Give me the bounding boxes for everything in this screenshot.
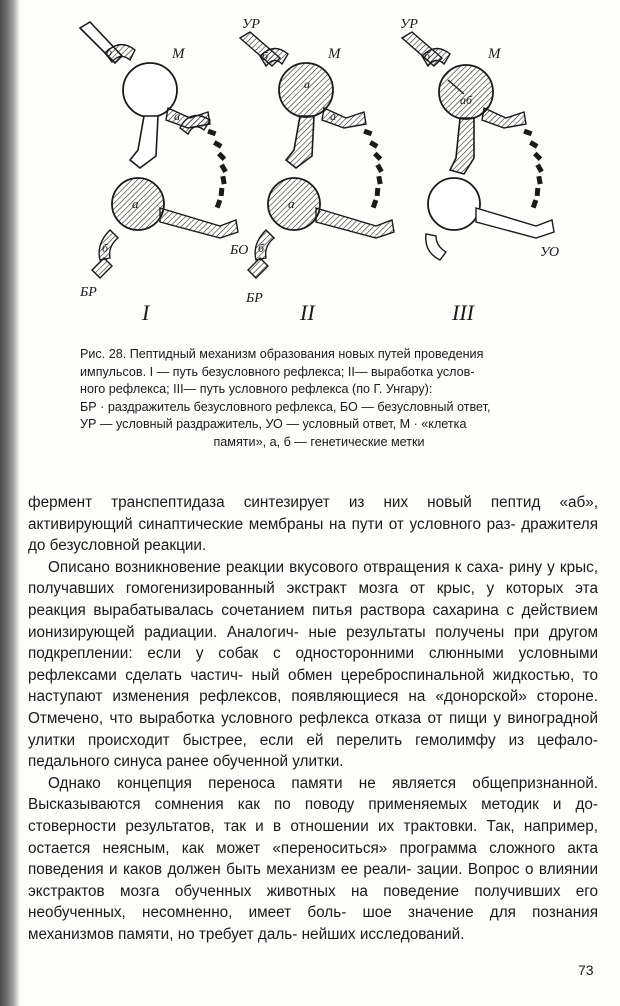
text-line: Однако концепция переноса памяти не является общепризнанной.	[48, 774, 598, 792]
panel-1-br-fiber	[92, 258, 112, 278]
panel-3-cell-stalk	[450, 118, 474, 174]
text-line: сложного акта поведения и каков должен быть механизм ее реали-	[28, 839, 598, 879]
text-line: ный обмен цереброспинальной жидкостью, то наступают изменения	[28, 666, 598, 706]
panel-1-numeral: I	[142, 300, 150, 325]
panel-3-lower-cell	[428, 178, 480, 230]
text-line: Высказываются сомнения как по поводу применяемых методик и до-	[28, 796, 598, 814]
text-line: односторонними слюнными условными рефлексами сделать частич-	[28, 645, 599, 684]
body-text	[28, 492, 598, 945]
paragraph-2	[28, 557, 598, 773]
panel-1-label-a-top: а	[174, 109, 180, 123]
panel-3-lower-synapse	[426, 234, 446, 260]
caption-line: УР — условный раздражитель, УО — условный ответ, М · «клетка	[80, 417, 467, 431]
text-line: педального синуса ранее обученной улитки.	[28, 753, 344, 771]
text-line: рину у крыс, получавших гомогенизированный экстракт мозга от	[28, 558, 598, 598]
panel-1-label-a-cell: а	[132, 196, 139, 211]
text-line: на поведение получивших его необученных, несомненно, имеет боль-	[28, 882, 598, 922]
panel-3-label-m: М	[488, 46, 501, 62]
panel-2-br-fiber	[248, 258, 268, 278]
panel-1-label-b-top: б	[106, 45, 113, 59]
caption-line: памяти», а, б — генетические метки	[213, 434, 425, 449]
panel-2-synapse-a-top	[322, 108, 366, 128]
caption-line: ного рефлекса; III— путь условного рефлекса (по Г. Унгару):	[80, 382, 433, 396]
text-line: нейших исследований.	[301, 925, 465, 943]
panel-1-label-br: БР	[80, 285, 97, 300]
panel-2-lower-axon	[316, 208, 394, 238]
text-line: дражителя до безусловной реакции.	[28, 515, 598, 555]
panel-2-label-b-bottom: б	[258, 241, 265, 255]
paragraph-3	[28, 773, 598, 946]
panel-3-dashed-arc	[523, 129, 544, 209]
caption-line: Рис. 28. Пептидный механизм образования новых путей проведения	[80, 347, 484, 361]
text-line: стоверности результатов, так и в отношении их трактовки. Так,	[28, 817, 524, 835]
panel-2-dashed-arc	[363, 129, 384, 209]
text-line: рефлексов, появляющиеся на «донорской» стороне. Отмечено, что	[28, 688, 598, 727]
panel-2-label-b-top: б	[262, 49, 269, 63]
panel-3-label-ab: аб	[460, 93, 473, 107]
panel-3-lower-axon	[476, 208, 554, 238]
text-line: фермент транспептидаза синтезирует из них новый пептид «аб»,	[28, 494, 598, 511]
panel-2-cell-stalk	[286, 116, 314, 168]
text-line: крыс, у которых эта реакция вырабатывалась сочетанием питья	[28, 580, 598, 619]
text-line: Описано возникновение реакции вкусового отвращения к саха-	[48, 558, 509, 576]
text-line: активирующий синаптические мембраны на пути от условного раз-	[28, 515, 522, 533]
caption-line: импульсов. I — путь безусловного рефлекса; II— выработка услов-	[80, 364, 475, 379]
panel-2-label-ur: УР	[242, 17, 260, 32]
panel-3-synapse-a-top	[482, 108, 526, 128]
panel-3-label-b-top: б	[424, 49, 431, 63]
panel-1-cell-stalk	[130, 116, 158, 168]
text-line: зации. Вопрос о влиянии экстрактов мозга обученных животных	[28, 861, 598, 900]
panel-1-label-m: М	[172, 46, 185, 62]
text-line: раствора сахарина с действием ионизирующей радиации. Аналогич-	[28, 601, 598, 641]
panel-1-lower-axon	[160, 208, 238, 238]
text-line: улитки происходит быстрее, если ей перелить гемолимфу из цефало-	[28, 731, 598, 749]
panel-2-numeral: II	[300, 300, 315, 325]
figure-28-diagram	[60, 8, 580, 338]
panel-1	[79, 22, 248, 325]
panel-3-numeral: III	[452, 300, 474, 325]
text-line: например, остается неясным, как может «переноситься» программа	[28, 817, 598, 857]
page-number: 73	[578, 962, 594, 978]
panel-2-label-a-top: а	[330, 109, 336, 123]
paragraph-1	[28, 492, 598, 557]
panel-2-label-m: М	[328, 46, 341, 62]
panel-2-label-a-cell-top: а	[304, 77, 310, 91]
panel-1-dashed-arc	[207, 129, 228, 209]
panel-2	[240, 17, 394, 325]
panel-2-label-br: БР	[246, 291, 263, 306]
text-line: выработка условного рефлекса отказа от пищи у виноградной	[139, 709, 598, 727]
text-line: шое значение для познания механизмов памяти, но требует даль-	[28, 904, 598, 943]
figure-caption	[80, 346, 558, 451]
panel-3	[400, 17, 559, 325]
panel-1-label-b-bottom: б	[102, 241, 109, 255]
panel-3-label-uo: УО	[540, 245, 560, 260]
text-line: ные результаты получены при другом подкреплении: если у собак с	[28, 623, 599, 663]
panel-1-label-bo: БО	[230, 243, 249, 258]
page-spine-shadow	[0, 0, 20, 1006]
panel-2-label-a-cell: а	[288, 196, 295, 211]
panel-3-label-ur: УР	[400, 17, 418, 32]
caption-line: БР · раздражитель безусловного рефлекса, БО — безусловный ответ,	[80, 399, 491, 414]
